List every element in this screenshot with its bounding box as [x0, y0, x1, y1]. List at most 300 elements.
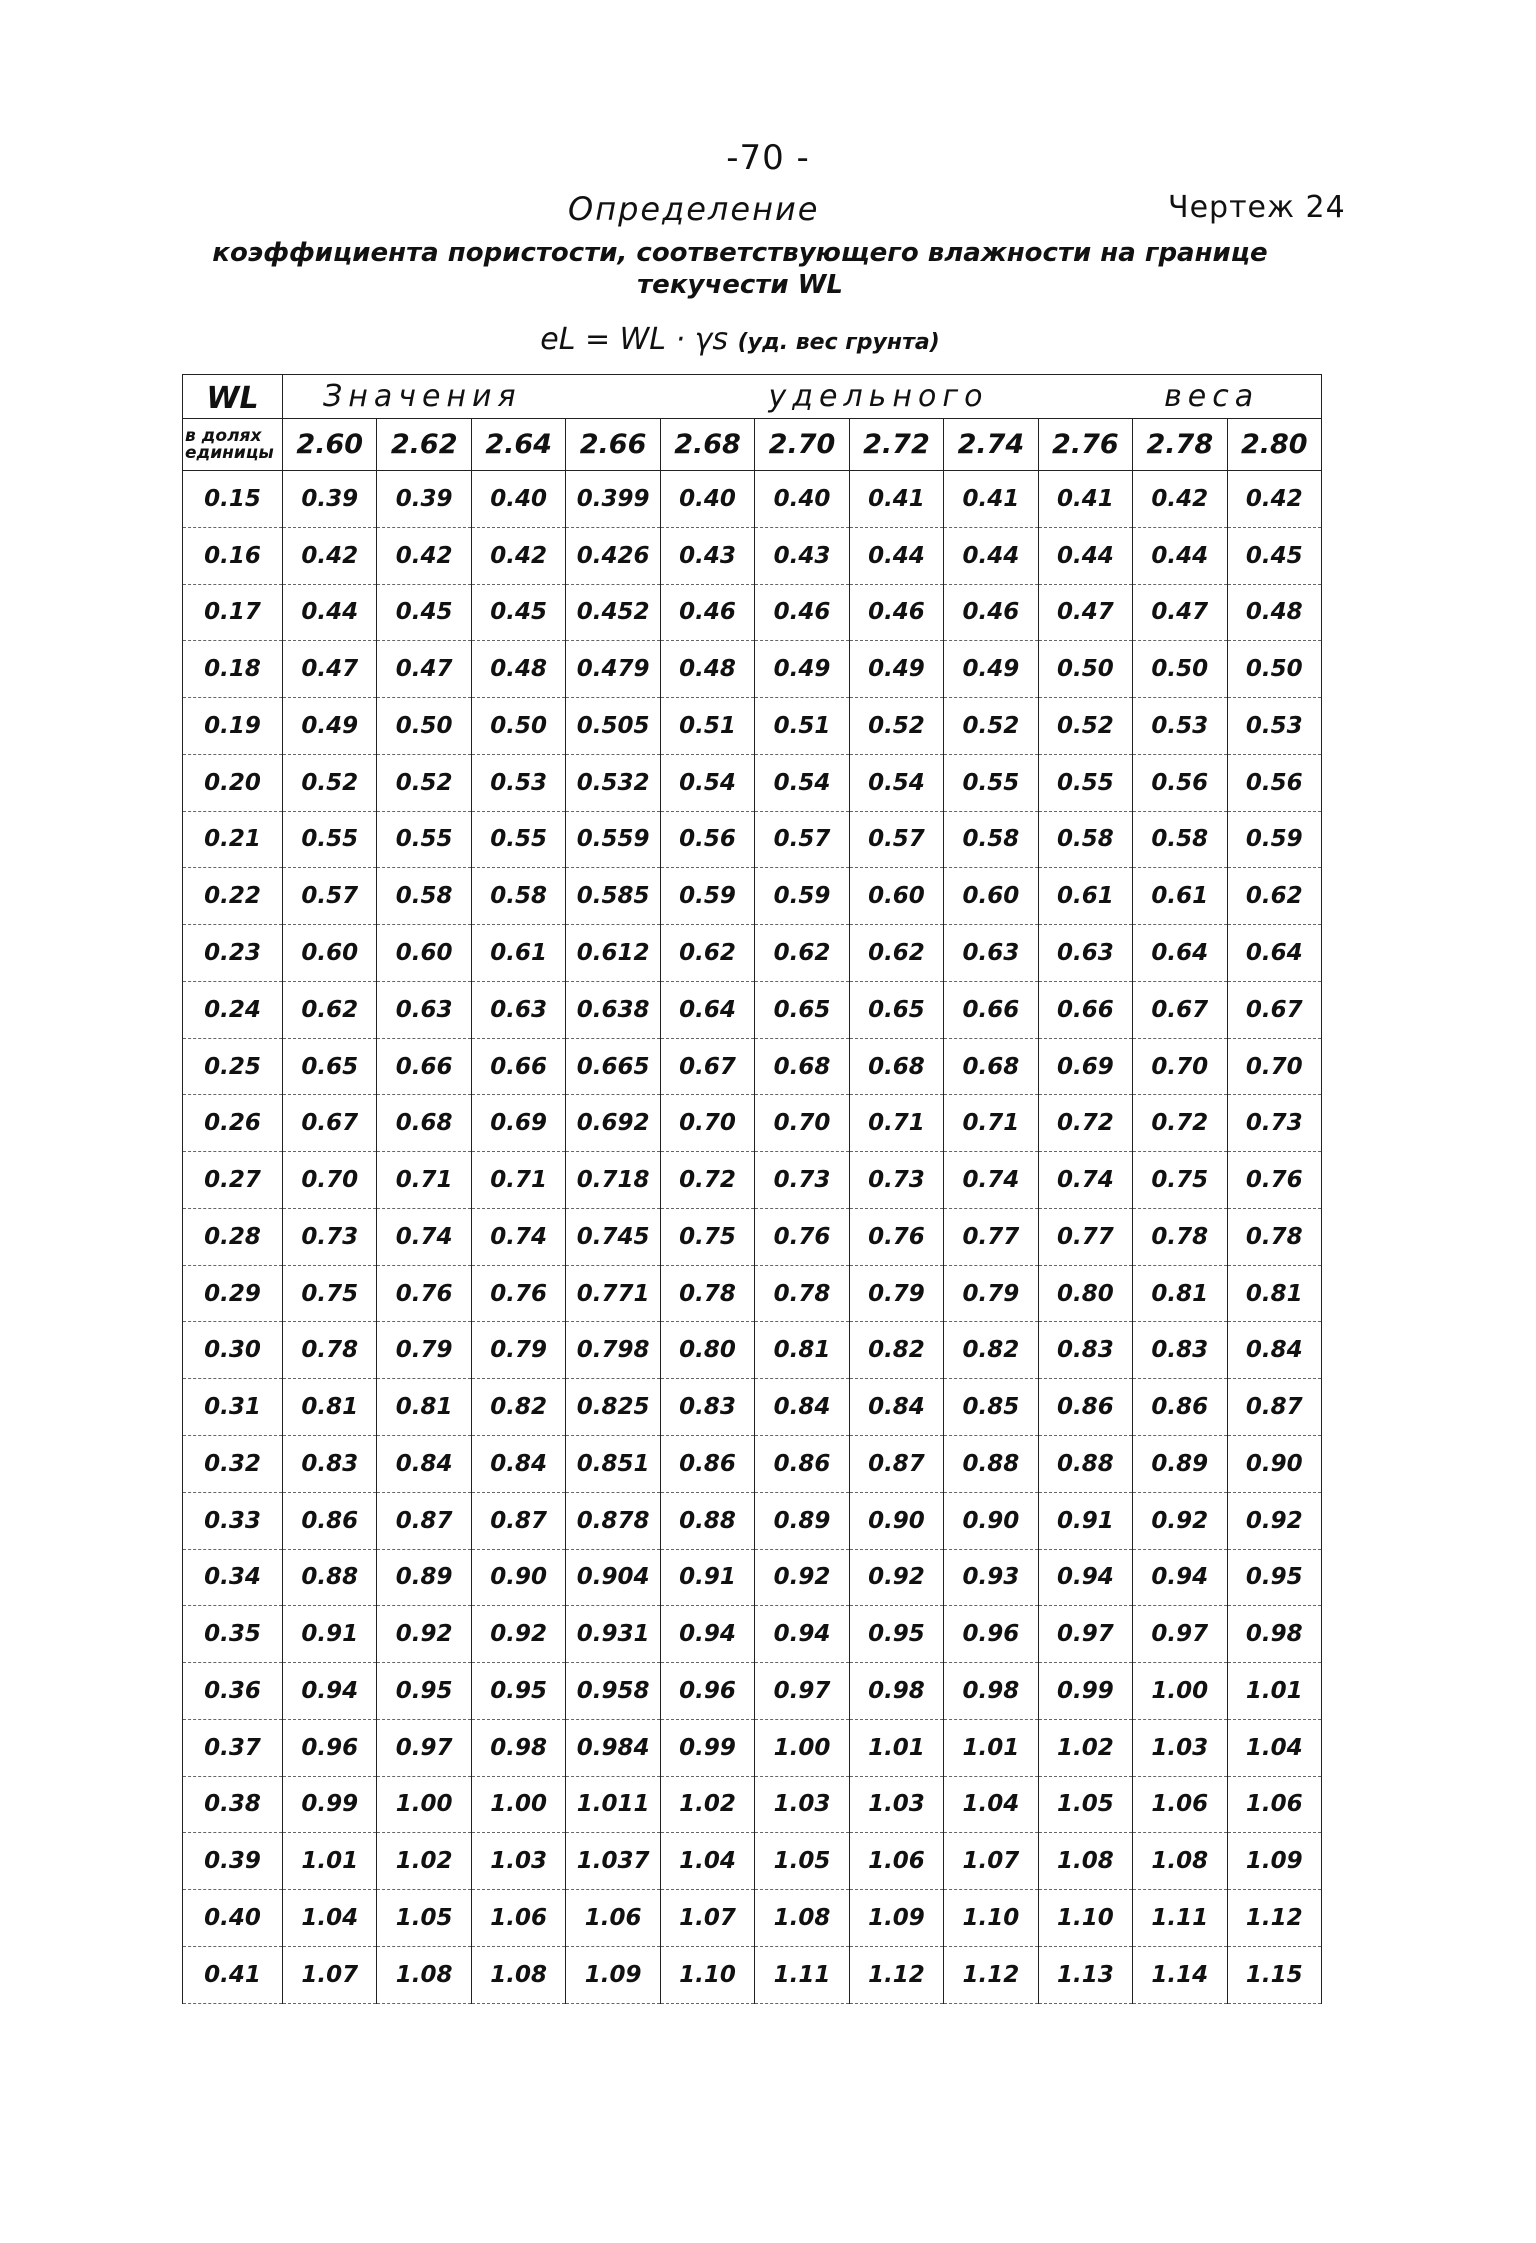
group-header-part3: веса [1164, 379, 1260, 414]
table-cell: 0.64 [660, 981, 754, 1038]
table-cell: 1.01 [849, 1719, 943, 1776]
table-cell: 0.692 [566, 1095, 660, 1152]
group-header-part1: Значения [323, 379, 522, 414]
table-cell: 0.532 [566, 754, 660, 811]
table-cell: 1.03 [755, 1776, 849, 1833]
table-cell: 0.95 [471, 1663, 565, 1720]
row-label: 0.33 [183, 1492, 283, 1549]
table-cell: 0.55 [1038, 754, 1132, 811]
table-cell: 0.81 [755, 1322, 849, 1379]
table-cell: 0.97 [1133, 1606, 1227, 1663]
table-cell: 0.40 [755, 471, 849, 528]
table-cell: 0.65 [755, 981, 849, 1038]
table-cell: 1.00 [471, 1776, 565, 1833]
table-cell: 0.61 [1133, 868, 1227, 925]
table-cell: 0.69 [471, 1095, 565, 1152]
table-cell: 0.81 [377, 1379, 471, 1436]
table-cell: 0.399 [566, 471, 660, 528]
table-row [183, 1606, 1322, 1663]
column-header: 2.62 [377, 419, 471, 471]
table-cell: 0.97 [1038, 1606, 1132, 1663]
table-cell: 0.78 [283, 1322, 377, 1379]
table-row [183, 868, 1322, 925]
row-label: 0.40 [183, 1890, 283, 1947]
table-cell: 1.04 [1227, 1719, 1321, 1776]
table-cell: 0.71 [377, 1152, 471, 1209]
table-row [183, 698, 1322, 755]
table-cell: 1.12 [1227, 1890, 1321, 1947]
table-cell: 0.61 [1038, 868, 1132, 925]
column-header: 2.74 [944, 419, 1038, 471]
table-cell: 1.10 [944, 1890, 1038, 1947]
table-cell: 0.89 [377, 1549, 471, 1606]
table-cell: 0.84 [377, 1436, 471, 1493]
table-cell: 0.86 [1038, 1379, 1132, 1436]
table-row [183, 1946, 1322, 2003]
table-cell: 0.62 [849, 925, 943, 982]
table-cell: 0.41 [1038, 471, 1132, 528]
table-cell: 1.04 [944, 1776, 1038, 1833]
table-cell: 1.08 [471, 1946, 565, 2003]
table-cell: 0.43 [755, 527, 849, 584]
table-row [183, 811, 1322, 868]
table-cell: 0.66 [377, 1038, 471, 1095]
table-cell: 0.958 [566, 1663, 660, 1720]
table-cell: 0.94 [1038, 1549, 1132, 1606]
table-cell: 0.86 [755, 1436, 849, 1493]
row-label: 0.41 [183, 1946, 283, 2003]
table-cell: 0.90 [944, 1492, 1038, 1549]
table-cell: 1.03 [471, 1833, 565, 1890]
table-cell: 0.76 [755, 1208, 849, 1265]
table-cell: 1.12 [944, 1946, 1038, 2003]
table-cell: 0.53 [1133, 698, 1227, 755]
table-cell: 1.07 [660, 1890, 754, 1947]
table-cell: 0.98 [944, 1663, 1038, 1720]
table-cell: 0.78 [755, 1265, 849, 1322]
table-cell: 0.78 [660, 1265, 754, 1322]
table-cell: 0.74 [944, 1152, 1038, 1209]
table-cell: 0.67 [1133, 981, 1227, 1038]
table-cell: 0.83 [283, 1436, 377, 1493]
table-cell: 0.45 [1227, 527, 1321, 584]
table-cell: 0.64 [1133, 925, 1227, 982]
table-cell: 0.47 [283, 641, 377, 698]
table-cell: 1.13 [1038, 1946, 1132, 2003]
table-cell: 0.66 [1038, 981, 1132, 1038]
table-row [183, 1776, 1322, 1833]
table-cell: 0.98 [471, 1719, 565, 1776]
table-cell: 0.95 [1227, 1549, 1321, 1606]
table-cell: 0.78 [1227, 1208, 1321, 1265]
table-row [183, 1549, 1322, 1606]
row-label: 0.25 [183, 1038, 283, 1095]
table-cell: 0.79 [944, 1265, 1038, 1322]
table-cell: 0.90 [471, 1549, 565, 1606]
table-cell: 0.718 [566, 1152, 660, 1209]
table-cell: 0.60 [283, 925, 377, 982]
column-header: 2.76 [1038, 419, 1132, 471]
row-label: 0.31 [183, 1379, 283, 1436]
column-header: 2.70 [755, 419, 849, 471]
table-row [183, 925, 1322, 982]
table-body [183, 471, 1322, 2004]
table-cell: 0.76 [1227, 1152, 1321, 1209]
row-label: 0.34 [183, 1549, 283, 1606]
table-cell: 0.49 [849, 641, 943, 698]
column-header: 2.68 [660, 419, 754, 471]
table-cell: 0.60 [944, 868, 1038, 925]
table-cell: 0.60 [377, 925, 471, 982]
table-cell: 0.97 [377, 1719, 471, 1776]
table-cell: 1.06 [471, 1890, 565, 1947]
table-cell: 0.72 [1038, 1095, 1132, 1152]
table-cell: 1.08 [755, 1890, 849, 1947]
table-cell: 0.825 [566, 1379, 660, 1436]
table-cell: 0.68 [755, 1038, 849, 1095]
table-cell: 1.05 [1038, 1776, 1132, 1833]
table-cell: 0.77 [1038, 1208, 1132, 1265]
row-label: 0.27 [183, 1152, 283, 1209]
table-cell: 0.88 [660, 1492, 754, 1549]
table-cell: 0.81 [1227, 1265, 1321, 1322]
table-cell: 0.73 [1227, 1095, 1321, 1152]
table-cell: 0.63 [944, 925, 1038, 982]
table-cell: 0.99 [1038, 1663, 1132, 1720]
column-header-row [183, 419, 1322, 471]
table-cell: 0.92 [1227, 1492, 1321, 1549]
table-cell: 0.49 [755, 641, 849, 698]
table-cell: 0.78 [1133, 1208, 1227, 1265]
table-cell: 0.40 [471, 471, 565, 528]
formula-note: (уд. вес грунта) [737, 330, 940, 355]
row-label: 0.26 [183, 1095, 283, 1152]
table-cell: 0.91 [1038, 1492, 1132, 1549]
table-cell: 1.15 [1227, 1946, 1321, 2003]
table-cell: 0.80 [660, 1322, 754, 1379]
table-cell: 0.72 [1133, 1095, 1227, 1152]
table-cell: 1.09 [849, 1890, 943, 1947]
table-cell: 0.57 [283, 868, 377, 925]
table-cell: 0.42 [471, 527, 565, 584]
table-row [183, 1208, 1322, 1265]
table-cell: 0.96 [283, 1719, 377, 1776]
table-cell: 0.84 [849, 1379, 943, 1436]
table-cell: 0.99 [660, 1719, 754, 1776]
table-cell: 0.452 [566, 584, 660, 641]
table-cell: 1.01 [944, 1719, 1038, 1776]
table-cell: 0.87 [471, 1492, 565, 1549]
table-cell: 0.56 [660, 811, 754, 868]
row-label: 0.24 [183, 981, 283, 1038]
table-cell: 0.72 [660, 1152, 754, 1209]
table-cell: 0.50 [1038, 641, 1132, 698]
row-label: 0.32 [183, 1436, 283, 1493]
table-cell: 0.612 [566, 925, 660, 982]
row-label: 0.23 [183, 925, 283, 982]
row-label: 0.16 [183, 527, 283, 584]
table-cell: 0.73 [849, 1152, 943, 1209]
table-cell: 0.48 [1227, 584, 1321, 641]
table-cell: 0.63 [471, 981, 565, 1038]
page-number: -70 - [726, 138, 810, 178]
table-cell: 0.89 [1133, 1436, 1227, 1493]
table-cell: 0.39 [377, 471, 471, 528]
table-cell: 0.42 [1133, 471, 1227, 528]
table-cell: 0.58 [471, 868, 565, 925]
table-cell: 0.55 [283, 811, 377, 868]
table-cell: 0.58 [1038, 811, 1132, 868]
table-cell: 0.79 [377, 1322, 471, 1379]
table-cell: 0.99 [283, 1776, 377, 1833]
table-cell: 0.59 [660, 868, 754, 925]
table-cell: 0.68 [377, 1095, 471, 1152]
corner-header: WL [183, 375, 283, 419]
table-cell: 0.56 [1133, 754, 1227, 811]
table-cell: 0.88 [1038, 1436, 1132, 1493]
table-cell: 0.80 [1038, 1265, 1132, 1322]
table-cell: 0.93 [944, 1549, 1038, 1606]
table-cell: 0.87 [1227, 1379, 1321, 1436]
table-cell: 0.90 [849, 1492, 943, 1549]
table-cell: 0.92 [849, 1549, 943, 1606]
table-cell: 0.66 [471, 1038, 565, 1095]
table-cell: 0.45 [377, 584, 471, 641]
table-cell: 0.79 [849, 1265, 943, 1322]
column-header: 2.64 [471, 419, 565, 471]
table-cell: 0.53 [1227, 698, 1321, 755]
table-row [183, 1379, 1322, 1436]
table-cell: 0.40 [660, 471, 754, 528]
table-cell: 0.46 [944, 584, 1038, 641]
table-cell: 1.06 [849, 1833, 943, 1890]
row-label: 0.20 [183, 754, 283, 811]
table-cell: 0.76 [471, 1265, 565, 1322]
table-cell: 0.58 [377, 868, 471, 925]
table-cell: 0.62 [283, 981, 377, 1038]
table-row [183, 981, 1322, 1038]
table-cell: 0.76 [849, 1208, 943, 1265]
row-label: 0.39 [183, 1833, 283, 1890]
table-cell: 0.52 [1038, 698, 1132, 755]
column-header: 2.66 [566, 419, 660, 471]
table-cell: 0.46 [660, 584, 754, 641]
table-cell: 0.505 [566, 698, 660, 755]
table-cell: 0.83 [1038, 1322, 1132, 1379]
table-cell: 0.53 [471, 754, 565, 811]
column-header: 2.72 [849, 419, 943, 471]
table-cell: 0.73 [755, 1152, 849, 1209]
column-header: 2.80 [1227, 419, 1321, 471]
porosity-table [182, 374, 1322, 2004]
table-cell: 0.74 [377, 1208, 471, 1265]
table-cell: 1.08 [1038, 1833, 1132, 1890]
table-cell: 0.44 [849, 527, 943, 584]
row-label: 0.15 [183, 471, 283, 528]
table-cell: 0.62 [660, 925, 754, 982]
row-label: 0.36 [183, 1663, 283, 1720]
table-cell: 0.47 [1038, 584, 1132, 641]
table-cell: 0.94 [660, 1606, 754, 1663]
table-cell: 0.92 [471, 1606, 565, 1663]
table-cell: 0.52 [944, 698, 1038, 755]
drawing-label: Чертеж 24 [1168, 190, 1346, 225]
table-cell: 1.10 [660, 1946, 754, 2003]
table-row [183, 1833, 1322, 1890]
table-cell: 0.55 [944, 754, 1038, 811]
table-cell: 0.67 [660, 1038, 754, 1095]
table-cell: 0.46 [755, 584, 849, 641]
table-row [183, 1322, 1322, 1379]
table-cell: 0.65 [849, 981, 943, 1038]
table-cell: 1.02 [377, 1833, 471, 1890]
table-cell: 0.87 [849, 1436, 943, 1493]
table-cell: 0.74 [471, 1208, 565, 1265]
table-cell: 1.00 [1133, 1663, 1227, 1720]
table-cell: 0.96 [660, 1663, 754, 1720]
table-cell: 0.86 [1133, 1379, 1227, 1436]
table-cell: 1.07 [283, 1946, 377, 2003]
group-header [283, 375, 1322, 419]
table-cell: 1.08 [1133, 1833, 1227, 1890]
row-label: 0.21 [183, 811, 283, 868]
table-cell: 0.54 [660, 754, 754, 811]
table-cell: 1.00 [377, 1776, 471, 1833]
table-cell: 1.09 [566, 1946, 660, 2003]
table-cell: 0.43 [660, 527, 754, 584]
table-cell: 0.48 [471, 641, 565, 698]
table-cell: 0.96 [944, 1606, 1038, 1663]
table-cell: 0.49 [944, 641, 1038, 698]
table-cell: 0.94 [283, 1663, 377, 1720]
table-cell: 0.60 [849, 868, 943, 925]
row-label: 0.19 [183, 698, 283, 755]
table-cell: 0.63 [377, 981, 471, 1038]
table-cell: 0.771 [566, 1265, 660, 1322]
table-row [183, 641, 1322, 698]
table-row [183, 1890, 1322, 1947]
table-cell: 0.95 [377, 1663, 471, 1720]
table-cell: 0.70 [1227, 1038, 1321, 1095]
table-cell: 0.91 [660, 1549, 754, 1606]
page-title: Определение [568, 190, 820, 228]
table-cell: 0.89 [755, 1492, 849, 1549]
table-cell: 1.03 [1133, 1719, 1227, 1776]
table-cell: 0.76 [377, 1265, 471, 1322]
table-cell: 0.41 [849, 471, 943, 528]
table-cell: 0.984 [566, 1719, 660, 1776]
table-cell: 0.50 [377, 698, 471, 755]
table-cell: 0.42 [283, 527, 377, 584]
column-header: 2.60 [283, 419, 377, 471]
table-cell: 0.54 [849, 754, 943, 811]
table-cell: 0.585 [566, 868, 660, 925]
table-cell: 0.84 [755, 1379, 849, 1436]
table-cell: 0.59 [755, 868, 849, 925]
table-cell: 0.83 [1133, 1322, 1227, 1379]
table-cell: 0.81 [1133, 1265, 1227, 1322]
table-cell: 0.61 [471, 925, 565, 982]
table-cell: 0.75 [283, 1265, 377, 1322]
table-cell: 0.71 [849, 1095, 943, 1152]
table-cell: 0.74 [1038, 1152, 1132, 1209]
table-cell: 0.851 [566, 1436, 660, 1493]
table-cell: 0.68 [849, 1038, 943, 1095]
table-cell: 1.00 [755, 1719, 849, 1776]
table-cell: 1.08 [377, 1946, 471, 2003]
table-row [183, 1152, 1322, 1209]
table-cell: 0.58 [1133, 811, 1227, 868]
table-cell: 0.79 [471, 1322, 565, 1379]
table-cell: 1.03 [849, 1776, 943, 1833]
table-cell: 1.02 [1038, 1719, 1132, 1776]
table-cell: 0.49 [283, 698, 377, 755]
table-cell: 0.50 [471, 698, 565, 755]
table-cell: 1.01 [283, 1833, 377, 1890]
table-cell: 0.745 [566, 1208, 660, 1265]
table-cell: 0.39 [283, 471, 377, 528]
table-row [183, 1095, 1322, 1152]
table-cell: 0.426 [566, 527, 660, 584]
table-cell: 0.55 [377, 811, 471, 868]
table-cell: 1.09 [1227, 1833, 1321, 1890]
table-cell: 0.98 [849, 1663, 943, 1720]
row-label: 0.22 [183, 868, 283, 925]
table-cell: 0.58 [944, 811, 1038, 868]
table-cell: 0.56 [1227, 754, 1321, 811]
table-cell: 0.77 [944, 1208, 1038, 1265]
table-cell: 0.75 [1133, 1152, 1227, 1209]
table-cell: 0.88 [944, 1436, 1038, 1493]
table-row [183, 1038, 1322, 1095]
table-cell: 0.51 [660, 698, 754, 755]
row-label: 0.37 [183, 1719, 283, 1776]
table-cell: 1.11 [1133, 1890, 1227, 1947]
table-cell: 0.68 [944, 1038, 1038, 1095]
table-cell: 0.90 [1227, 1436, 1321, 1493]
subtitle-line-2: текучести WL [637, 270, 843, 300]
table-cell: 1.07 [944, 1833, 1038, 1890]
table-cell: 0.69 [1038, 1038, 1132, 1095]
row-label: 0.30 [183, 1322, 283, 1379]
table-cell: 0.71 [471, 1152, 565, 1209]
table-row [183, 1436, 1322, 1493]
table-cell: 0.95 [849, 1606, 943, 1663]
table-cell: 0.83 [660, 1379, 754, 1436]
table-cell: 0.88 [283, 1549, 377, 1606]
table-cell: 0.904 [566, 1549, 660, 1606]
table-cell: 0.86 [283, 1492, 377, 1549]
table-cell: 0.70 [660, 1095, 754, 1152]
table-cell: 1.14 [1133, 1946, 1227, 2003]
table-cell: 0.91 [283, 1606, 377, 1663]
group-header-part2: удельного [768, 379, 989, 414]
table-cell: 0.52 [283, 754, 377, 811]
table-cell: 0.67 [283, 1095, 377, 1152]
table-cell: 1.11 [755, 1946, 849, 2003]
column-header: 2.78 [1133, 419, 1227, 471]
table-row [183, 527, 1322, 584]
table-cell: 0.92 [755, 1549, 849, 1606]
table-cell: 0.81 [283, 1379, 377, 1436]
table-cell: 0.86 [660, 1436, 754, 1493]
table-cell: 0.665 [566, 1038, 660, 1095]
table-row [183, 1719, 1322, 1776]
table-cell: 0.51 [755, 698, 849, 755]
table-cell: 0.559 [566, 811, 660, 868]
table-cell: 0.59 [1227, 811, 1321, 868]
table-cell: 0.97 [755, 1663, 849, 1720]
